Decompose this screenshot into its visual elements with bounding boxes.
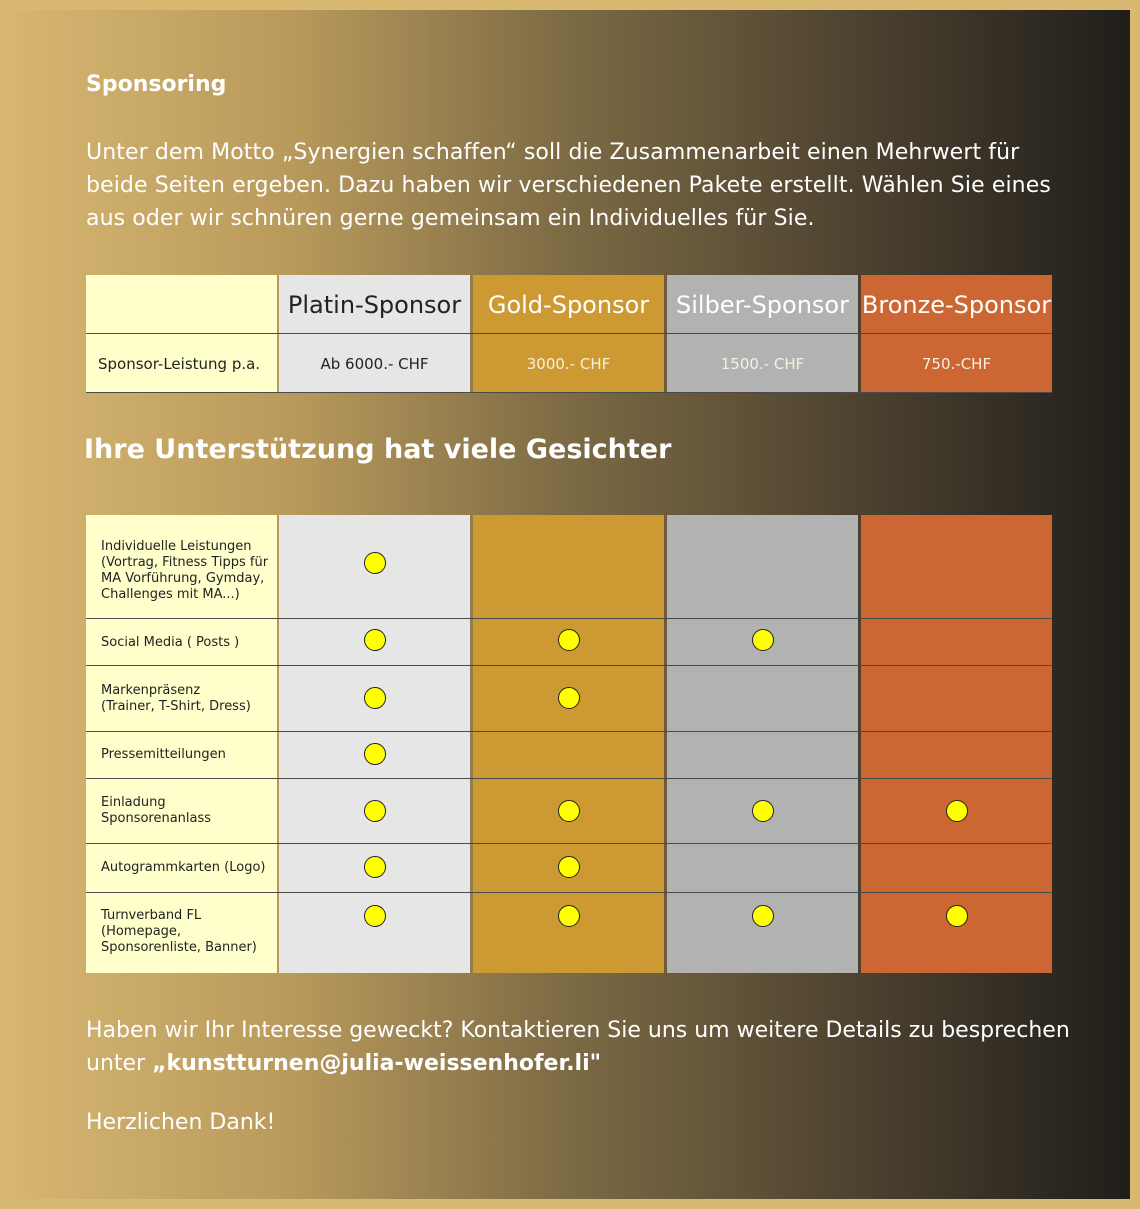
price-table-corner-cell (86, 275, 277, 334)
feature-row-divider (86, 731, 1052, 732)
included-dot-gold (558, 905, 580, 927)
tier-header-gold: Gold-Sponsor (473, 275, 664, 334)
page-title: Sponsoring (86, 72, 227, 97)
price-table-divider (86, 333, 1052, 334)
tier-price-bronze: 750.-CHF (861, 334, 1052, 393)
included-dot-gold (558, 629, 580, 651)
included-dot-gold (558, 856, 580, 878)
feature-row-divider (86, 843, 1052, 844)
feature-label: Markenpräsenz (Trainer, T-Shirt, Dress) (101, 683, 251, 714)
included-dot-bronze (946, 800, 968, 822)
feature-row-divider (86, 618, 1052, 619)
feature-label: Pressemitteilungen (101, 747, 226, 762)
feature-label: Turnverband FL (Homepage, Sponsorenliste, Banner) (101, 908, 257, 955)
feature-row-divider (86, 892, 1052, 893)
contact-text: Haben wir Ihr Interesse geweckt? Kontaktieren Sie uns um weitere Details zu besprechen unter (86, 1018, 1070, 1076)
included-dot-platin (364, 687, 386, 709)
included-dot-platin (364, 905, 386, 927)
included-dot-platin (364, 856, 386, 878)
included-dot-silber (752, 629, 774, 651)
included-dot-silber (752, 800, 774, 822)
tier-header-silber: Silber-Sponsor (667, 275, 858, 334)
feature-label: Social Media ( Posts ) (101, 635, 240, 650)
section-heading: Ihre Unterstützung hat viele Gesichter (84, 434, 672, 465)
feature-label: Einladung Sponsorenanlass (101, 795, 212, 826)
contact-email[interactable]: „kunstturnen@julia-weissenhofer.li" (152, 1051, 602, 1076)
included-dot-gold (558, 687, 580, 709)
included-dot-platin (364, 552, 386, 574)
tier-price-platin: Ab 6000.- CHF (279, 334, 470, 393)
tier-header-bronze: Bronze-Sponsor (861, 275, 1052, 334)
tier-header-platin: Platin-Sponsor (279, 275, 470, 334)
feature-row-divider (86, 665, 1052, 666)
price-row-label: Sponsor-Leistung p.a. (86, 334, 277, 393)
intro-paragraph: Unter dem Motto „Synergien schaffen“ soll die Zusammenarbeit einen Mehrwert für beide Seiten ergeben. Dazu haben wir verschiedenen Pakete erstellt. Wählen Sie eines aus oder wir schnüren gerne gemeinsam ein Individuelles für Sie. (86, 140, 1051, 231)
feature-label: Individuelle Leistungen (Vortrag, Fitness Tipps für MA Vorführung, Gymday, Challenges mit MA...) (101, 539, 269, 602)
feature-label: Autogrammkarten (Logo) (101, 860, 266, 875)
tier-price-gold: 3000.- CHF (473, 334, 664, 393)
included-dot-gold (558, 800, 580, 822)
tier-price-silber: 1500.- CHF (667, 334, 858, 393)
included-dot-platin (364, 800, 386, 822)
included-dot-bronze (946, 905, 968, 927)
included-dot-silber (752, 905, 774, 927)
contact-paragraph (86, 1014, 1086, 1080)
feature-row-divider (86, 778, 1052, 779)
included-dot-platin (364, 629, 386, 651)
price-table-bottom-border (86, 392, 1052, 393)
thanks-text: Herzlichen Dank! (86, 1110, 276, 1135)
included-dot-platin (364, 743, 386, 765)
